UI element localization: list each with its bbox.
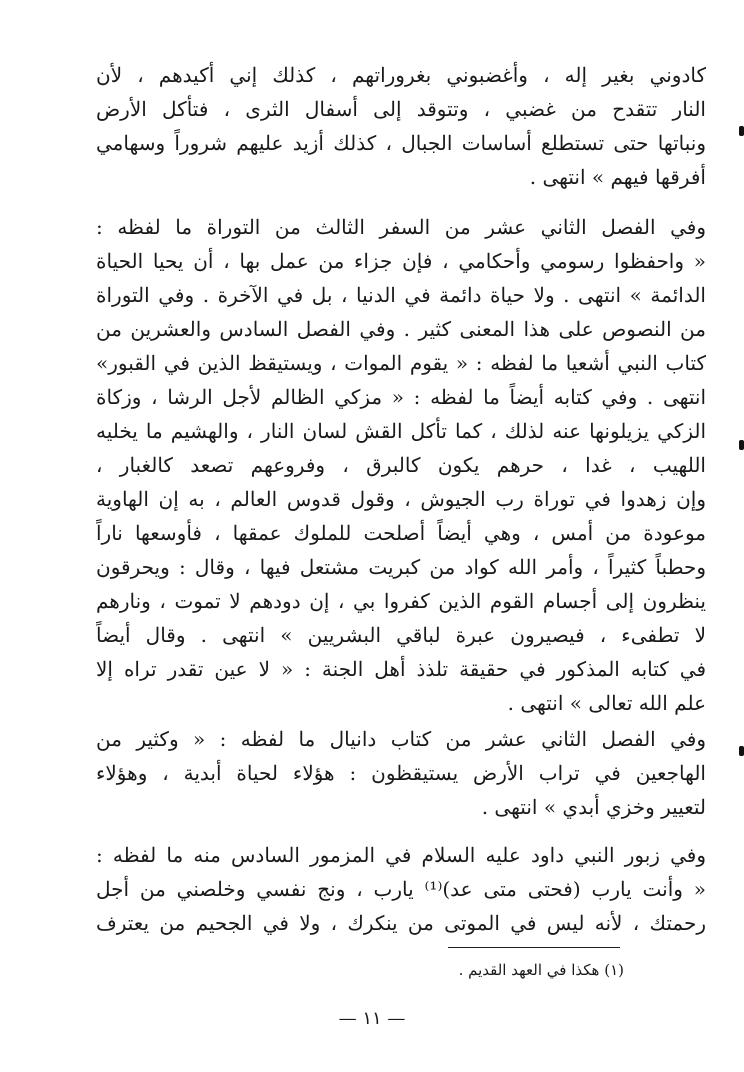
text-line: « وأنت يارب (فحتى متى عد)⁽¹⁾ يارب ، ونج نفسي وخلصني من أجل	[96, 877, 706, 901]
paragraph-3	[96, 722, 706, 824]
text-line: رحمتك ، لأنه ليس في الموتى من ينكرك ، ولا في الجحيم من يعترف	[96, 911, 706, 935]
paragraph-1	[96, 58, 706, 194]
margin-mark	[739, 746, 744, 756]
text-line: من النصوص على هذا المعنى كثير . وفي الفصل السادس والعشرين من	[96, 317, 706, 341]
margin-mark	[739, 440, 744, 450]
text-line: علم الله تعالى » انتهى .	[507, 691, 706, 715]
text-line: أفرقها فيهم » انتهى .	[529, 165, 706, 189]
text-line: ينظرون إلى أجسام القوم الذين كفروا بي ، إن دودهم لا تموت ، ونارهم	[96, 589, 706, 613]
text-line: الهاجعين في تراب الأرض يستيقظون : هؤلاء لحياة أبدية ، وهؤلاء	[96, 761, 706, 785]
text-line: انتهى . وفي كتابه أيضاً ما لفظه : « مزكي الظالم لأجل الرشا ، وزكاة	[96, 385, 706, 409]
text-line: الزكي يزيلونها عنه لذلك ، كما تأكل القش لسان النار ، والهشيم ما يخليه	[96, 419, 706, 443]
text-line: « واحفظوا رسومي وأحكامي ، فإن جزاء من عمل بها ، أن يحيا الحياة	[96, 249, 706, 273]
footnote: (١) هكذا في العهد القديم .	[458, 961, 624, 979]
text-line: النار تتقدح من غضبي ، وتتوقد إلى أسفال الثرى ، فتأكل الأرض	[96, 97, 706, 121]
text-line: كادوني بغير إله ، وأغضبوني بغروراتهم ، كذلك إني أكيدهم ، لأن	[96, 63, 706, 87]
text-line: وفي زبور النبي داود عليه السلام في المزمور السادس منه ما لفظه :	[96, 843, 706, 867]
text-line: لتعيير وخزي أبدي » انتهى .	[481, 795, 706, 819]
text-line: في كتابه المذكور في حقيقة تلذذ أهل الجنة : « لا عين تقدر تراه إلا	[96, 657, 706, 681]
text-line: الدائمة » انتهى . ولا حياة دائمة في الدنيا ، بل في الآخرة . وفي التوراة	[96, 283, 706, 307]
text-line: اللهيب ، غدا ، حرهم يكون كالبرق ، وفروعهم تصعد كالغبار ،	[96, 453, 706, 477]
text-line: وفي الفصل الثاني عشر من كتاب دانيال ما لفظه : « وكثير من	[96, 727, 706, 751]
paragraph-2	[96, 210, 706, 720]
page-number: — ١١ —	[338, 1008, 406, 1029]
paragraph-4	[96, 838, 706, 940]
text-line: وإن زهدوا في توراة رب الجيوش ، وقول قدوس العالم ، به إن الهاوية	[96, 487, 706, 511]
margin-mark	[739, 126, 744, 136]
text-line: كتاب النبي أشعيا ما لفظه : « يقوم الموات ، ويستيقظ الذين في القبور»	[96, 351, 706, 375]
text-line: ونباتها حتى تستطلع أساسات الجبال ، كذلك أزيد عليهم شروراً وسهامي	[96, 131, 706, 155]
footnote-divider	[448, 947, 620, 948]
text-line: موعودة من أمس ، وهي أيضاً أصلحت للملوك عمقها ، فأوسعها ناراً	[96, 521, 706, 545]
text-line: وحطباً كثيراً ، وأمر الله كواد من كبريت مشتعل فيها ، وقال : ويحرقون	[96, 555, 706, 579]
text-line: لا تطفىء ، فيصيرون عبرة لباقي البشريين » انتهى . وقال أيضاً	[96, 623, 706, 647]
text-line: وفي الفصل الثاني عشر من السفر الثالث من التوراة ما لفظه :	[96, 215, 706, 239]
